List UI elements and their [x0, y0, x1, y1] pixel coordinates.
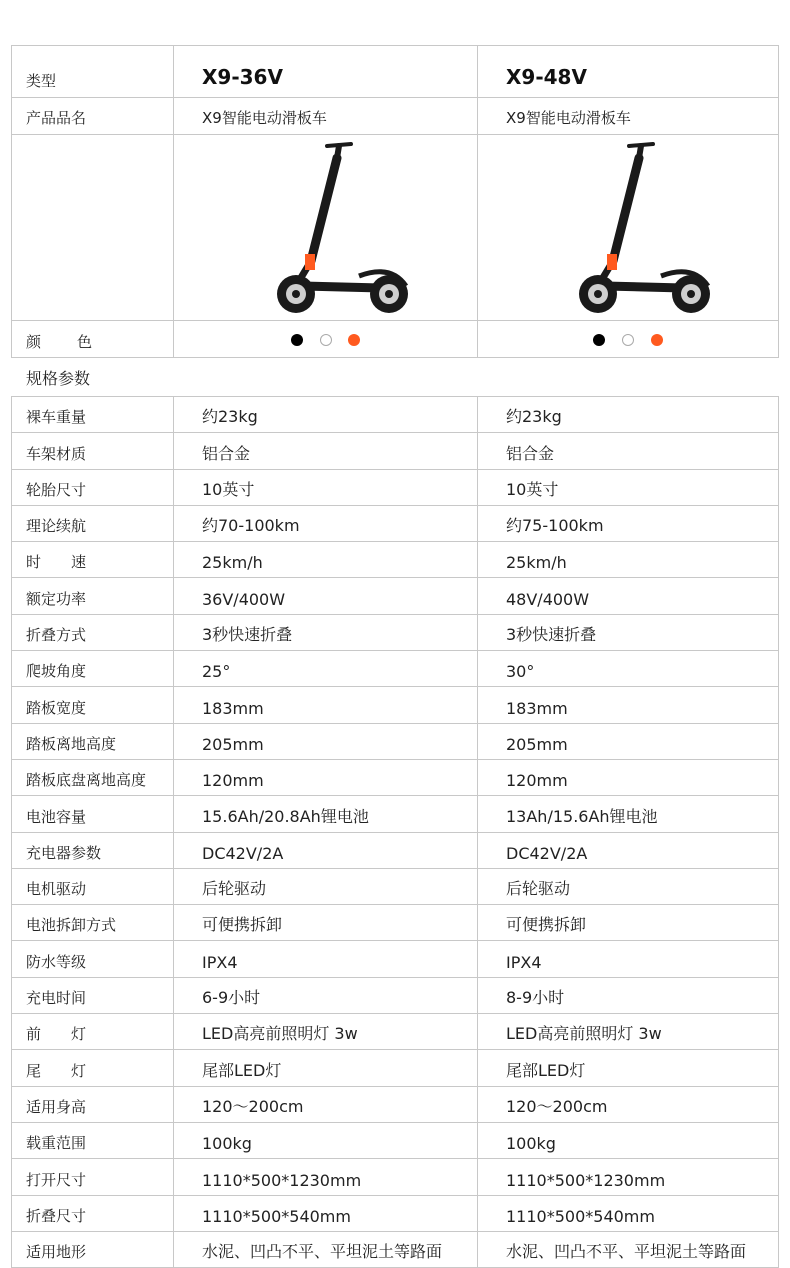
spec-value-2: LED高亮前照明灯 3w — [478, 1014, 779, 1050]
spec-row — [12, 687, 779, 723]
spec-label: 额定功率 — [12, 578, 174, 614]
spec-value-2: 48V/400W — [478, 578, 779, 614]
spec-label: 爬坡角度 — [12, 651, 174, 687]
spec-value-2: 后轮驱动 — [478, 868, 779, 904]
product-name-row — [12, 98, 779, 135]
spec-row — [12, 469, 779, 505]
spec-row — [12, 796, 779, 832]
spec-label: 尾 灯 — [12, 1050, 174, 1086]
spec-value-2: DC42V/2A — [478, 832, 779, 868]
spec-row — [12, 977, 779, 1013]
spec-value-2: 205mm — [478, 723, 779, 759]
electric-scooter-icon — [543, 136, 713, 320]
spec-value-2: 30° — [478, 651, 779, 687]
spec-label: 踏板宽度 — [12, 687, 174, 723]
spec-value-1: 铝合金 — [174, 433, 478, 469]
spec-table — [11, 396, 779, 1268]
spec-label: 车架材质 — [12, 433, 174, 469]
spec-value-1: 6-9小时 — [174, 977, 478, 1013]
spec-row — [12, 1231, 779, 1267]
spec-value-2: 约23kg — [478, 397, 779, 433]
color-swatch-orange[interactable] — [651, 334, 663, 346]
product-image-row — [12, 135, 779, 321]
spec-row — [12, 1159, 779, 1195]
spec-value-1: 25° — [174, 651, 478, 687]
spec-row — [12, 905, 779, 941]
spec-value-1: 100kg — [174, 1122, 478, 1158]
spec-value-2: 13Ah/15.6Ah锂电池 — [478, 796, 779, 832]
product-image-2 — [478, 135, 779, 321]
spec-value-1: 36V/400W — [174, 578, 478, 614]
spec-label: 前 灯 — [12, 1014, 174, 1050]
spec-row — [12, 1122, 779, 1158]
spec-value-2: 约75-100km — [478, 505, 779, 541]
spec-value-1: 10英寸 — [174, 469, 478, 505]
spec-value-1: 后轮驱动 — [174, 868, 478, 904]
electric-scooter-icon — [241, 136, 411, 320]
spec-value-2: 3秒快速折叠 — [478, 614, 779, 650]
spec-value-1: 15.6Ah/20.8Ah锂电池 — [174, 796, 478, 832]
spec-label: 时 速 — [12, 542, 174, 578]
product-name-label: 产品品名 — [12, 98, 174, 135]
spec-label: 适用地形 — [12, 1231, 174, 1267]
spec-value-2: 1110*500*540mm — [478, 1195, 779, 1231]
spec-label: 充电时间 — [12, 977, 174, 1013]
spec-row — [12, 505, 779, 541]
model-name-1: X9-36V — [174, 46, 478, 98]
spec-label: 载重范围 — [12, 1122, 174, 1158]
model-header-row — [12, 46, 779, 98]
spec-label: 裸车重量 — [12, 397, 174, 433]
spec-value-2: 铝合金 — [478, 433, 779, 469]
color-swatch-white[interactable] — [622, 334, 634, 346]
spec-value-2: 120～200cm — [478, 1086, 779, 1122]
spec-row — [12, 759, 779, 795]
color-label: 颜 色 — [12, 321, 174, 358]
spec-label: 打开尺寸 — [12, 1159, 174, 1195]
spec-row — [12, 433, 779, 469]
spec-row — [12, 1050, 779, 1086]
product-name-1: X9智能电动滑板车 — [174, 98, 478, 135]
spec-label: 折叠尺寸 — [12, 1195, 174, 1231]
spec-value-2: 可便携拆卸 — [478, 905, 779, 941]
spec-value-1: 水泥、凹凸不平、平坦泥土等路面 — [174, 1231, 478, 1267]
color-swatch-black[interactable] — [593, 334, 605, 346]
spec-row — [12, 1086, 779, 1122]
spec-row — [12, 614, 779, 650]
color-swatch-white[interactable] — [320, 334, 332, 346]
spec-value-1: DC42V/2A — [174, 832, 478, 868]
spec-value-2: 120mm — [478, 759, 779, 795]
color-options-1 — [174, 321, 478, 358]
spec-value-1: 可便携拆卸 — [174, 905, 478, 941]
spec-label: 防水等级 — [12, 941, 174, 977]
spec-row — [12, 542, 779, 578]
spec-label: 轮胎尺寸 — [12, 469, 174, 505]
color-swatch-orange[interactable] — [348, 334, 360, 346]
spec-value-1: 3秒快速折叠 — [174, 614, 478, 650]
spec-value-2: 183mm — [478, 687, 779, 723]
spec-value-1: IPX4 — [174, 941, 478, 977]
color-row — [12, 321, 779, 358]
product-image-1 — [174, 135, 478, 321]
spec-value-2: 水泥、凹凸不平、平坦泥土等路面 — [478, 1231, 779, 1267]
spec-label: 踏板底盘离地高度 — [12, 759, 174, 795]
model-name-2: X9-48V — [478, 46, 779, 98]
spec-row — [12, 651, 779, 687]
spec-value-1: 120～200cm — [174, 1086, 478, 1122]
spec-value-1: 25km/h — [174, 542, 478, 578]
type-label: 类型 — [12, 46, 174, 98]
spec-label: 踏板离地高度 — [12, 723, 174, 759]
spec-value-2: 1110*500*1230mm — [478, 1159, 779, 1195]
spec-value-2: 100kg — [478, 1122, 779, 1158]
spec-value-2: IPX4 — [478, 941, 779, 977]
spec-value-1: 1110*500*540mm — [174, 1195, 478, 1231]
spec-label: 充电器参数 — [12, 832, 174, 868]
spec-row — [12, 1014, 779, 1050]
spec-label: 适用身高 — [12, 1086, 174, 1122]
spec-row — [12, 868, 779, 904]
color-swatch-black[interactable] — [291, 334, 303, 346]
spec-row — [12, 941, 779, 977]
spec-row — [12, 1195, 779, 1231]
spec-value-1: 1110*500*1230mm — [174, 1159, 478, 1195]
spec-value-1: LED高亮前照明灯 3w — [174, 1014, 478, 1050]
spec-label: 电机驱动 — [12, 868, 174, 904]
spec-label: 电池拆卸方式 — [12, 905, 174, 941]
spec-value-1: 约70-100km — [174, 505, 478, 541]
spec-value-1: 约23kg — [174, 397, 478, 433]
spec-value-2: 尾部LED灯 — [478, 1050, 779, 1086]
spec-value-1: 205mm — [174, 723, 478, 759]
spec-row — [12, 397, 779, 433]
spec-label: 理论续航 — [12, 505, 174, 541]
spec-label: 折叠方式 — [12, 614, 174, 650]
spec-value-1: 120mm — [174, 759, 478, 795]
image-label-cell — [12, 135, 174, 321]
color-options-2 — [478, 321, 779, 358]
spec-row — [12, 832, 779, 868]
product-overview-table — [11, 45, 779, 358]
spec-value-2: 10英寸 — [478, 469, 779, 505]
spec-section-heading: 规格参数 — [26, 369, 91, 388]
spec-row — [12, 723, 779, 759]
spec-value-1: 183mm — [174, 687, 478, 723]
spec-value-1: 尾部LED灯 — [174, 1050, 478, 1086]
spec-row — [12, 578, 779, 614]
product-name-2: X9智能电动滑板车 — [478, 98, 779, 135]
spec-label: 电池容量 — [12, 796, 174, 832]
spec-value-2: 25km/h — [478, 542, 779, 578]
spec-value-2: 8-9小时 — [478, 977, 779, 1013]
